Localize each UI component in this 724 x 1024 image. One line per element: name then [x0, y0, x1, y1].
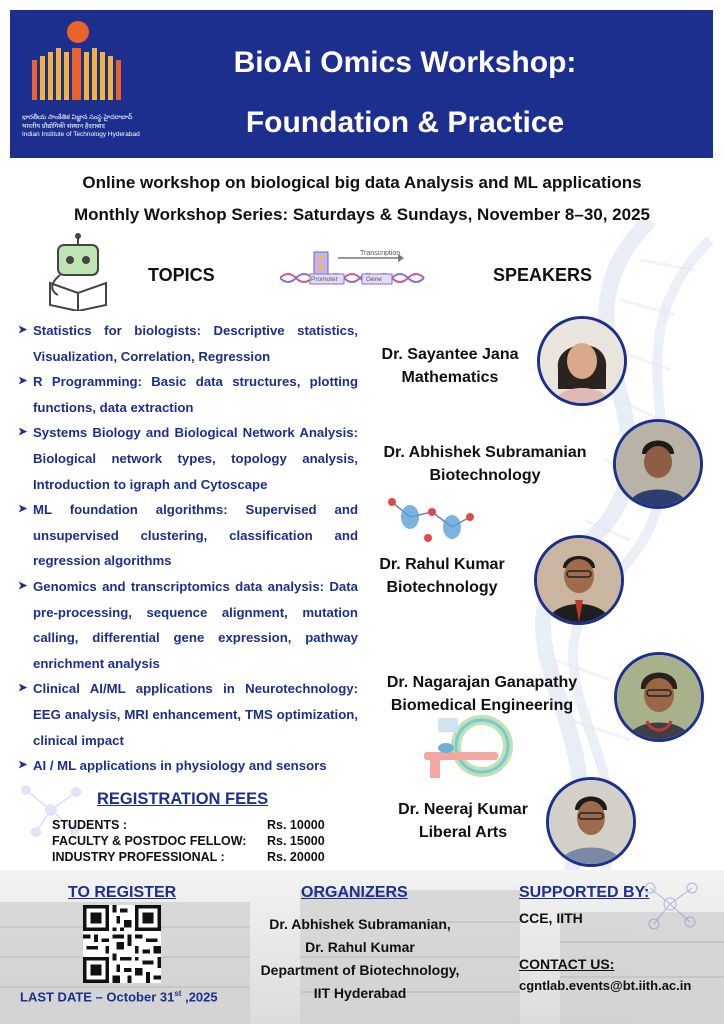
arrow-bullet-icon: ➤ [18, 426, 28, 439]
topic-item: ➤ Genomics and transcriptomics data analysis: Data pre-processing, sequence alignment, mutation calling, differential gene expression, pathway enrichment analysis [18, 574, 358, 676]
person-avatar-icon [540, 319, 624, 403]
fee-amount: Rs. 15000 [267, 834, 325, 848]
subtitle-online-workshop: Online workshop on biological big data Analysis and ML applications [82, 173, 642, 192]
organizers-heading: ORGANIZERS [301, 884, 408, 901]
registration-qr-code[interactable] [83, 905, 161, 983]
organizer-line: Dr. Abhishek Subramanian, [269, 916, 451, 932]
organizer-line: Dr. Rahul Kumar [305, 939, 415, 955]
topic-item: ➤ ML foundation algorithms: Supervised and unsupervised clustering, classification and regression algorithms [18, 497, 358, 574]
topic-item: ➤ Clinical AI/ML applications in Neurotechnology: EEG analysis, MRI enhancement, TMS optimization, clinical impact [18, 676, 358, 753]
arrow-bullet-icon: ➤ [18, 759, 28, 772]
speaker-photo [537, 316, 627, 406]
registration-fees-heading: REGISTRATION FEES [97, 790, 269, 808]
topics-list [18, 318, 358, 779]
fee-label: INDUSTRY PROFESSIONAL : [52, 850, 225, 864]
speaker-dept: Biotechnology [429, 467, 541, 484]
iith-logo-icon [24, 18, 154, 108]
diagram-label-promoter: Promoter [311, 276, 338, 283]
network-nodes-icon [640, 878, 700, 932]
speaker-photo [546, 777, 636, 867]
logo-caption-telugu: భారతీయ సాంకేతిక విజ్ఞాన సంస్థ హైదరాబాద్ [22, 114, 133, 121]
arrow-bullet-icon: ➤ [18, 503, 28, 516]
speaker-2 [360, 441, 610, 487]
person-avatar-icon [549, 780, 633, 864]
topic-item: ➤ R Programming: Basic data structures, plotting functions, data extraction [18, 369, 358, 420]
molecule-icon [382, 492, 482, 552]
speaker-photo [613, 419, 703, 509]
diagram-label-transcription: Transcription [360, 250, 401, 257]
title-line-2: Foundation & Practice [245, 106, 565, 139]
speakers-heading: SPEAKERS [493, 265, 593, 285]
robot-reading-icon [40, 233, 115, 311]
person-avatar-icon [616, 422, 700, 506]
speaker-name: Dr. Abhishek Subramanian [383, 444, 587, 461]
last-date: LAST DATE – October 31st ,2025 [20, 989, 218, 1005]
person-avatar-icon [537, 538, 621, 622]
organizers-list [230, 913, 490, 1005]
speaker-name: Dr. Nagarajan Ganapathy [386, 674, 578, 691]
logo-caption [22, 114, 152, 140]
fee-amount: Rs. 20000 [267, 850, 325, 864]
speaker-1 [360, 343, 540, 389]
title-line-1: BioAi Omics Workshop: [233, 46, 577, 79]
organizer-line: IIT Hyderabad [313, 985, 407, 1001]
speaker-dept: Biotechnology [386, 579, 498, 596]
contact-us-heading: CONTACT US: [519, 956, 615, 972]
speaker-name: Dr. Neeraj Kumar [398, 801, 528, 818]
supported-by-heading: SUPPORTED BY: [519, 884, 650, 901]
speaker-3 [362, 553, 522, 599]
arrow-bullet-icon: ➤ [18, 324, 28, 336]
fee-label: FACULTY & POSTDOC FELLOW: [52, 834, 247, 848]
contact-email-link[interactable]: cgntlab.events@bt.iith.ac.in [519, 978, 692, 993]
mri-scanner-icon [420, 708, 520, 788]
speaker-dept: Liberal Arts [418, 824, 508, 841]
topics-heading: TOPICS [148, 265, 215, 285]
to-register-heading: TO REGISTER [68, 884, 177, 901]
fee-label: STUDENTS : [52, 818, 127, 832]
diagram-label-gene: Gene [366, 276, 382, 283]
person-avatar-icon [617, 655, 701, 739]
speaker-photo [534, 535, 624, 625]
speaker-photo [614, 652, 704, 742]
speaker-dept: Mathematics [401, 369, 499, 386]
subtitle-series-dates: Monthly Workshop Series: Saturdays & Sundays, November 8–30, 2025 [74, 205, 650, 224]
speaker-dept: Biomedical Engineering [390, 697, 574, 714]
logo-caption-hindi: भारतीय प्रौद्योगिकी संस्थान हैदराबाद [22, 122, 105, 130]
speaker-name: Dr. Rahul Kumar [379, 556, 505, 573]
speaker-name: Dr. Sayantee Jana [381, 346, 519, 363]
arrow-bullet-icon: ➤ [18, 682, 28, 695]
fee-amount: Rs. 10000 [267, 818, 325, 832]
arrow-bullet-icon: ➤ [18, 579, 28, 592]
supporter-name: CCE, IITH [519, 910, 583, 926]
arrow-bullet-icon: ➤ [18, 375, 28, 388]
topic-item: ➤ Systems Biology and Biological Network Analysis: Biological network types, topology analysis, Introduction to igraph and Cytoscape [18, 420, 358, 497]
topic-item: ➤ AI / ML applications in physiology and sensors [18, 753, 358, 779]
topic-item: ➤ Statistics for biologists: Descriptive statistics, Visualization, Correlation, Regression [18, 318, 358, 369]
organizer-line: Department of Biotechnology, [260, 962, 460, 978]
transcription-diagram [280, 248, 430, 292]
speaker-5 [378, 798, 548, 844]
logo-caption-english: Indian Institute of Technology Hyderabad [22, 131, 140, 138]
